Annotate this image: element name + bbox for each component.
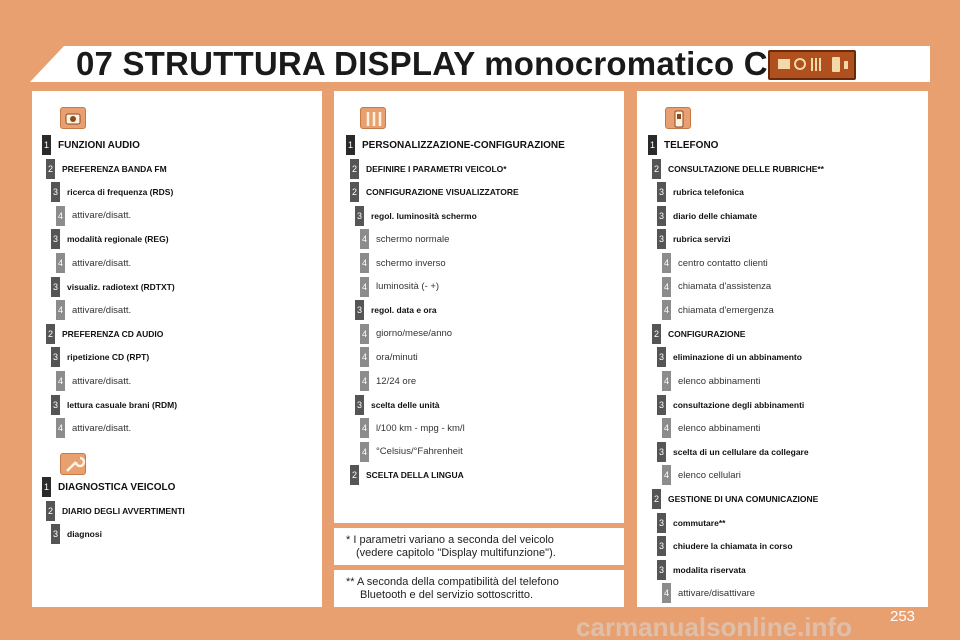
menu-item-label: DIARIO DEGLI AVVERTIMENTI (62, 505, 185, 516)
menu-item-label: PREFERENZA BANDA FM (62, 163, 167, 174)
level-badge: 2 (652, 159, 661, 179)
menu-item-label: TELEFONO (664, 139, 719, 151)
level-badge: 3 (355, 206, 364, 226)
watermark: carmanualsonline.info (576, 612, 852, 640)
menu-item-label: l/100 km - mpg - km/l (376, 422, 465, 434)
level-badge: 3 (51, 395, 60, 415)
menu-row-level-4 (56, 418, 131, 438)
level-badge: 3 (51, 182, 60, 202)
wrench-icon (60, 453, 86, 475)
level-badge: 4 (662, 277, 671, 297)
menu-item-label: scelta delle unità (371, 399, 440, 410)
level-badge: 3 (51, 277, 60, 297)
menu-item-label: chiudere la chiamata in corso (673, 541, 793, 552)
menu-row-level-4 (56, 206, 131, 226)
menu-item-label: PREFERENZA CD AUDIO (62, 328, 164, 339)
menu-row-level-1 (42, 135, 140, 155)
level-badge: 2 (46, 501, 55, 521)
menu-row-level-4 (360, 442, 463, 462)
level-badge: 4 (360, 347, 369, 367)
menu-row-level-3 (355, 300, 437, 320)
page-title: 07 STRUTTURA DISPLAY monocromatico C (76, 45, 768, 82)
level-badge: 4 (360, 371, 369, 391)
menu-row-level-1 (346, 135, 565, 155)
menu-item-label: attivare/disatt. (72, 257, 132, 269)
menu-row-level-4 (662, 583, 755, 603)
menu-row-level-2 (652, 489, 818, 509)
level-badge: 4 (662, 465, 671, 485)
level-badge: 1 (42, 477, 51, 497)
menu-item-label: schermo normale (376, 233, 450, 245)
menu-row-level-3 (657, 347, 802, 367)
menu-row-level-4 (360, 418, 465, 438)
menu-item-label: ripetizione CD (RPT) (67, 352, 150, 363)
page-number: 253 (890, 608, 916, 625)
footnote-double-asterisk (334, 570, 624, 607)
tools-icon (812, 58, 820, 71)
menu-item-label: modalità regionale (REG) (67, 234, 169, 245)
menu-row-level-2 (350, 182, 519, 202)
menu-row-level-4 (662, 253, 768, 273)
menu-row-level-3 (657, 560, 746, 580)
menu-row-level-3 (51, 395, 177, 415)
menu-item-label: elenco abbinamenti (678, 422, 761, 434)
menu-row-level-3 (657, 229, 731, 249)
menu-row-level-3 (657, 395, 804, 415)
menu-item-label: centro contatto clienti (678, 257, 768, 269)
level-badge: 3 (657, 229, 666, 249)
menu-row-level-4 (360, 371, 416, 391)
level-badge: 4 (56, 206, 65, 226)
footnote-single-asterisk (334, 528, 624, 565)
level-badge: 3 (355, 300, 364, 320)
level-badge: 4 (662, 300, 671, 320)
footnote-text-4: Bluetooth e del servizio sottoscritto. (360, 589, 534, 601)
level-badge: 3 (657, 182, 666, 202)
menu-row-level-3 (355, 395, 440, 415)
menu-item-label: FUNZIONI AUDIO (58, 139, 140, 151)
menu-item-label: commutare** (673, 517, 726, 528)
menu-item-label: consultazione degli abbinamenti (673, 399, 805, 410)
menu-item-label: rubrica servizi (673, 234, 731, 245)
menu-row-level-1 (648, 135, 718, 155)
menu-item-label: giorno/mese/anno (376, 328, 453, 340)
menu-item-label: DIAGNOSTICA VEICOLO (58, 481, 176, 493)
menu-item-label: lettura casuale brani (RDM) (67, 399, 178, 410)
menu-item-label: modalita riservata (673, 564, 746, 575)
level-badge: 3 (657, 442, 666, 462)
settings-icons (770, 52, 854, 78)
menu-row-level-4 (662, 277, 771, 297)
menu-item-label: eliminazione di un abbinamento (673, 352, 802, 363)
menu-item-label: chiamata d'emergenza (678, 304, 774, 316)
menu-item-label: PERSONALIZZAZIONE-CONFIGURAZIONE (362, 139, 565, 151)
menu-item-label: attivare/disatt. (72, 210, 132, 222)
level-badge: 4 (662, 371, 671, 391)
menu-item-label: CONFIGURAZIONE VISUALIZZATORE (366, 187, 519, 198)
audio-icon (60, 107, 86, 129)
menu-row-level-3 (355, 206, 477, 226)
menu-row-level-2 (350, 465, 464, 485)
menu-item-label: rubrica telefonica (673, 187, 744, 198)
menu-item-label: attivare/disatt. (72, 422, 132, 434)
menu-row-level-4 (360, 324, 452, 344)
menu-row-level-3 (51, 347, 149, 367)
level-badge: 2 (46, 159, 55, 179)
wrench-icon (795, 59, 805, 69)
title-icons-strip (768, 50, 856, 80)
level-badge: 4 (662, 583, 671, 603)
menu-row-level-2 (652, 159, 824, 179)
level-badge: 4 (360, 253, 369, 273)
menu-item-label: SCELTA DELLA LINGUA (366, 470, 464, 481)
menu-item-label: CONSULTAZIONE DELLE RUBRICHE** (668, 163, 824, 174)
level-badge: 4 (360, 442, 369, 462)
menu-row-level-4 (360, 277, 439, 297)
level-badge: 3 (657, 560, 666, 580)
menu-item-label: ora/minuti (376, 351, 418, 363)
level-badge: 4 (56, 418, 65, 438)
level-badge: 3 (51, 347, 60, 367)
level-badge: 2 (46, 324, 55, 344)
menu-row-level-4 (56, 253, 131, 273)
level-badge: 1 (42, 135, 51, 155)
menu-row-level-4 (360, 253, 446, 273)
menu-item-label: CONFIGURAZIONE (668, 328, 746, 339)
level-badge: 3 (51, 229, 60, 249)
menu-row-level-3 (657, 536, 793, 556)
menu-item-label: 12/24 ore (376, 375, 417, 387)
menu-row-level-1 (42, 477, 175, 497)
menu-row-level-4 (662, 418, 760, 438)
level-badge: 4 (56, 300, 65, 320)
level-badge: 3 (355, 395, 364, 415)
menu-item-label: DEFINIRE I PARAMETRI VEICOLO* (366, 163, 507, 174)
level-badge: 3 (657, 513, 666, 533)
level-badge: 1 (648, 135, 657, 155)
menu-item-label: visualiz. radiotext (RDTXT) (67, 281, 175, 292)
phone-icon (665, 107, 691, 129)
level-badge: 3 (657, 206, 666, 226)
footnote-text-1: * I parametri variano a seconda del veicolo (346, 534, 554, 546)
level-badge: 2 (350, 182, 359, 202)
menu-item-label: luminosità (- +) (376, 281, 440, 293)
menu-row-level-3 (51, 229, 169, 249)
menu-row-level-3 (51, 524, 102, 544)
menu-row-level-4 (662, 300, 774, 320)
menu-row-level-3 (657, 513, 725, 533)
menu-item-label: attivare/disattivare (678, 587, 756, 599)
footnote-text-3: ** A seconda della compatibilità del telefono (346, 576, 559, 588)
menu-row-level-2 (652, 324, 745, 344)
level-badge: 1 (346, 135, 355, 155)
menu-row-level-2 (46, 324, 163, 344)
menu-row-level-4 (662, 371, 760, 391)
menu-item-label: elenco abbinamenti (678, 375, 761, 387)
level-badge: 4 (662, 418, 671, 438)
level-badge: 4 (56, 253, 65, 273)
menu-row-level-3 (657, 442, 809, 462)
menu-row-level-4 (360, 229, 449, 249)
audio-icon (778, 59, 790, 69)
menu-row-level-4 (56, 371, 131, 391)
footnote-text-2: (vedere capitolo "Display multifunzione"). (356, 547, 556, 559)
menu-row-level-3 (657, 182, 744, 202)
menu-item-label: ricerca di frequenza (RDS) (67, 187, 174, 198)
level-badge: 2 (350, 159, 359, 179)
menu-row-level-2 (46, 501, 185, 521)
menu-item-label: chiamata d'assistenza (678, 281, 772, 293)
menu-row-level-2 (350, 159, 507, 179)
level-badge: 2 (350, 465, 359, 485)
menu-row-level-4 (56, 300, 131, 320)
menu-row-level-4 (360, 347, 418, 367)
level-badge: 2 (652, 489, 661, 509)
level-badge: 4 (56, 371, 65, 391)
menu-row-level-3 (51, 182, 173, 202)
menu-item-label: GESTIONE DI UNA COMUNICAZIONE (668, 494, 819, 504)
menu-row-level-3 (51, 277, 175, 297)
level-badge: 4 (662, 253, 671, 273)
level-badge: 3 (657, 395, 666, 415)
level-badge: 4 (360, 418, 369, 438)
tools-icon (360, 107, 386, 129)
level-badge: 3 (657, 536, 666, 556)
menu-item-label: elenco cellulari (678, 469, 741, 481)
menu-item-label: schermo inverso (376, 257, 446, 269)
menu-item-label: diagnosi (67, 529, 102, 540)
menu-item-label: regol. data e ora (371, 305, 437, 316)
level-badge: 4 (360, 277, 369, 297)
level-badge: 3 (657, 347, 666, 367)
menu-item-label: regol. luminosità schermo (371, 210, 477, 221)
menu-item-label: attivare/disatt. (72, 375, 132, 387)
menu-row-level-2 (46, 159, 167, 179)
menu-row-level-4 (662, 465, 741, 485)
menu-row-level-3 (657, 206, 757, 226)
menu-item-label: scelta di un cellulare da collegare (673, 446, 809, 457)
level-badge: 4 (360, 324, 369, 344)
menu-item-label: diario delle chiamate (673, 210, 758, 221)
level-badge: 3 (51, 524, 60, 544)
level-badge: 4 (360, 229, 369, 249)
menu-item-label: attivare/disatt. (72, 304, 132, 316)
level-badge: 2 (652, 324, 661, 344)
menu-item-label: °Celsius/°Fahrenheit (376, 446, 463, 458)
phone-icon (832, 57, 840, 72)
